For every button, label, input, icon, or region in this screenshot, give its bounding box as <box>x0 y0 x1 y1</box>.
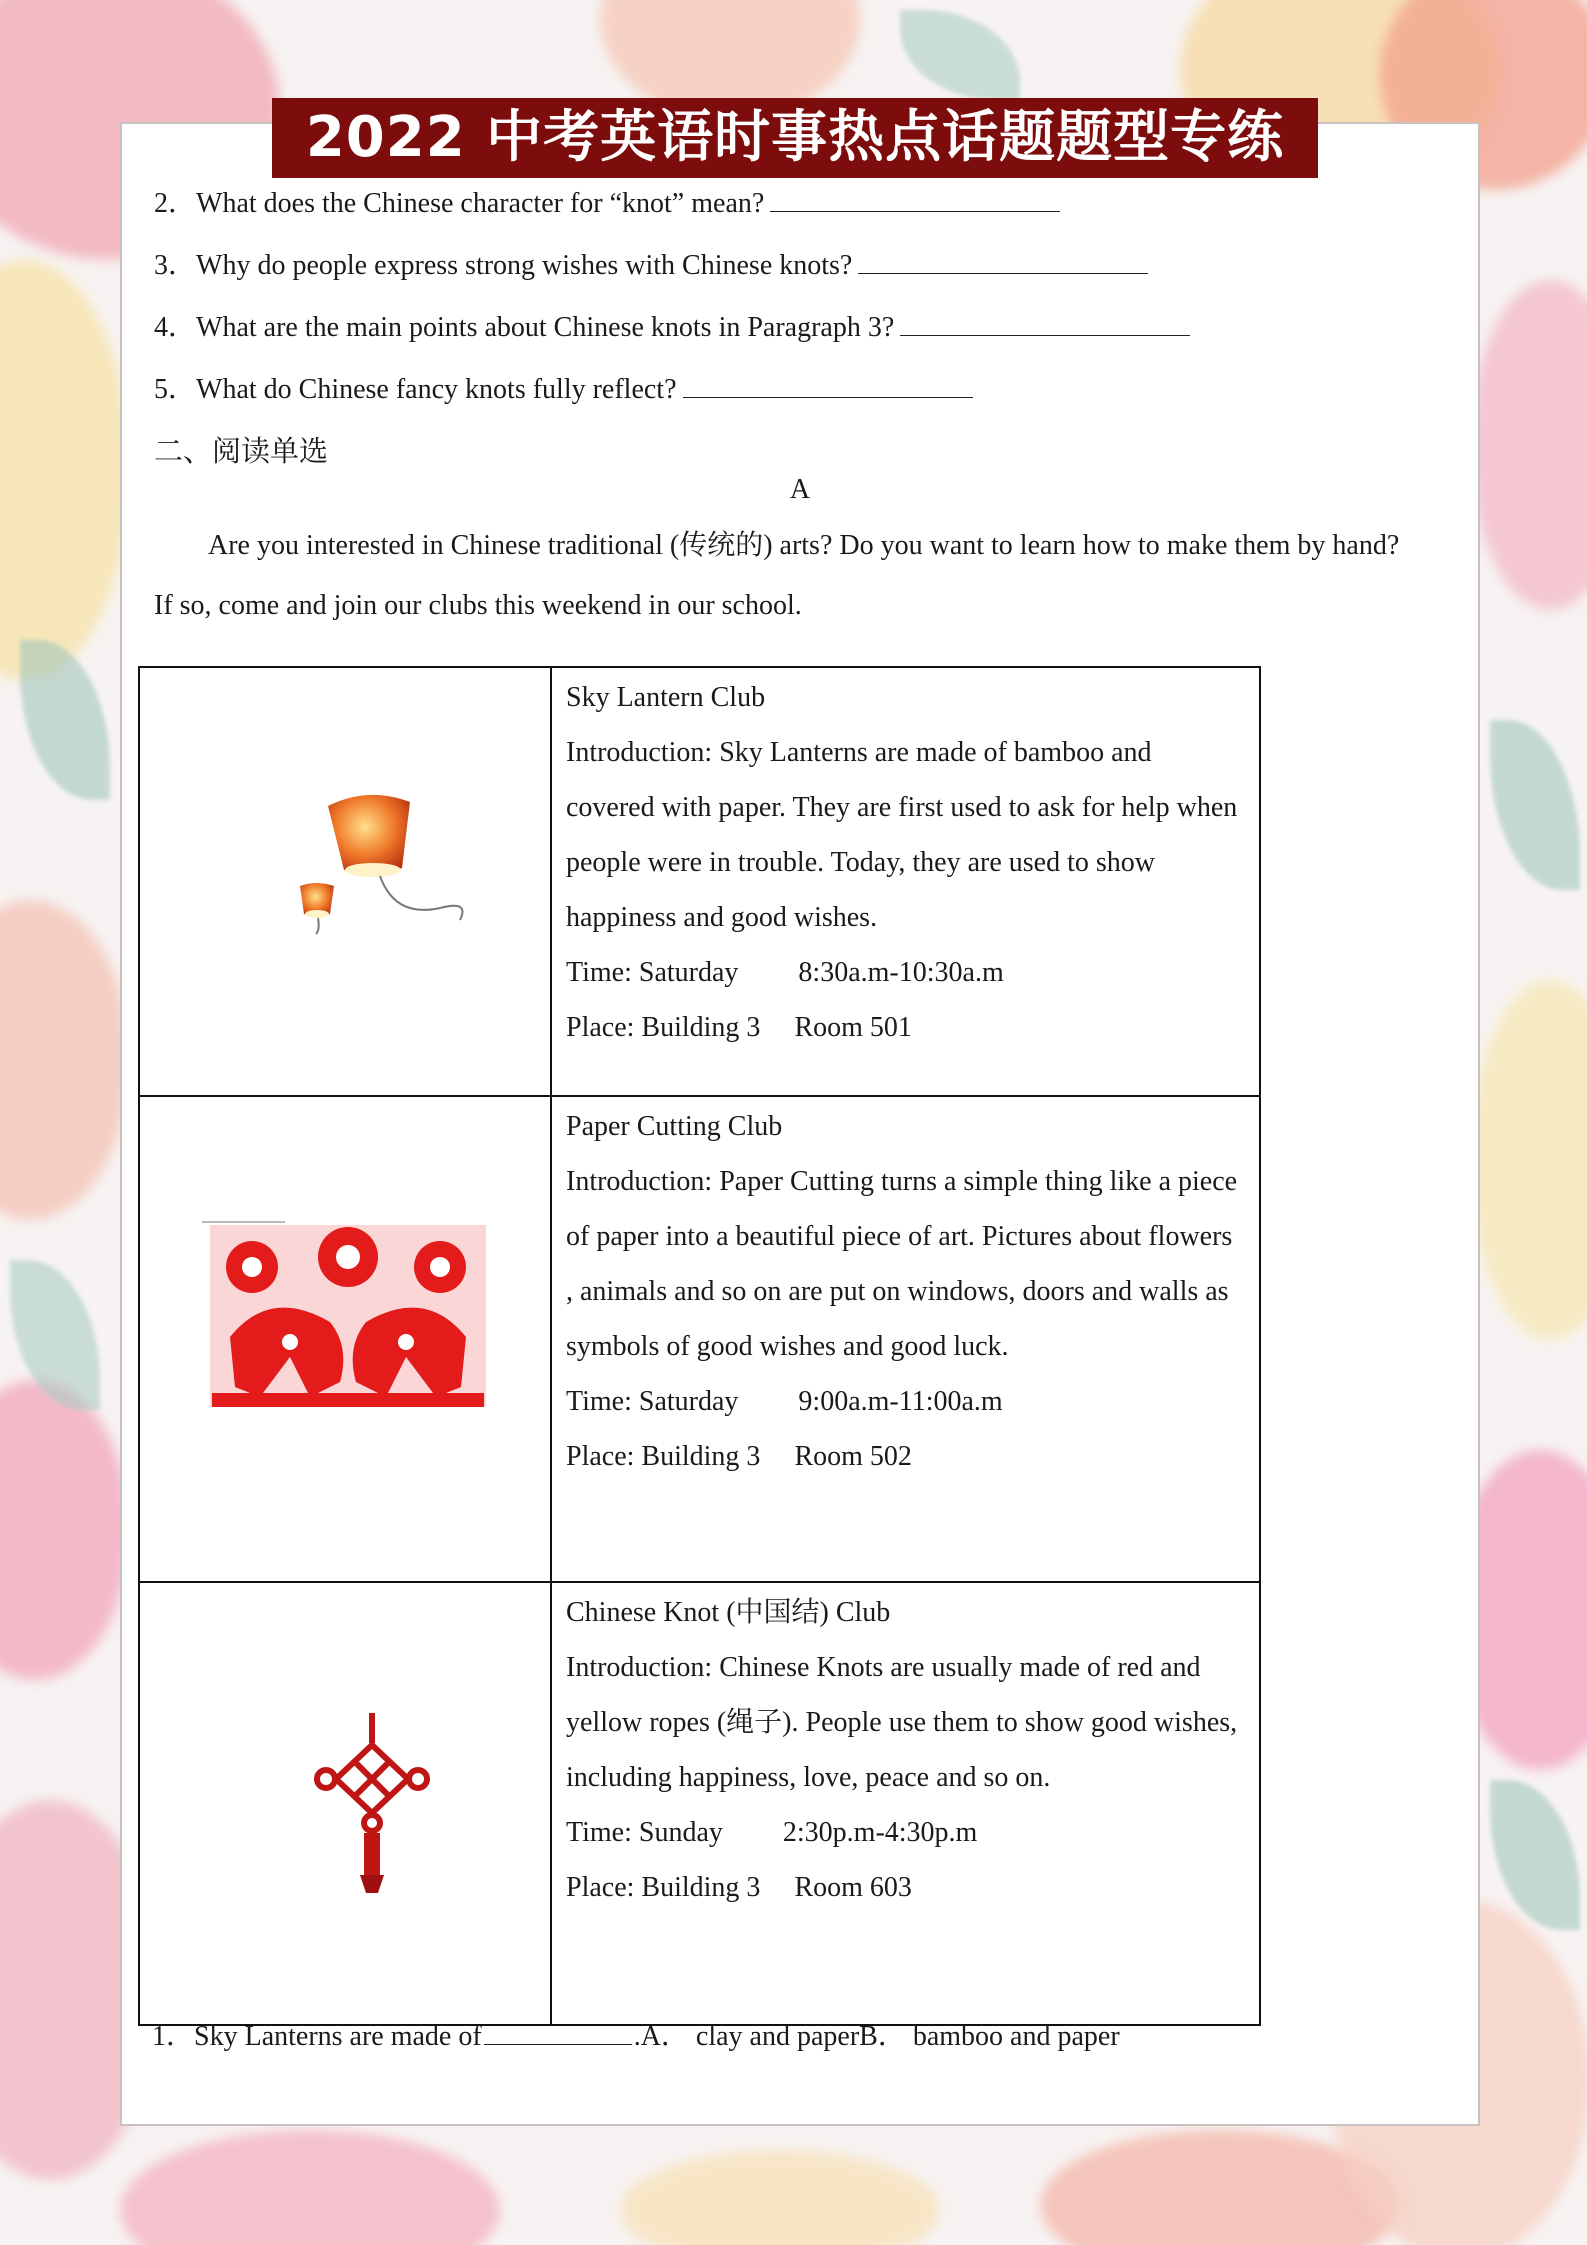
option-b[interactable]: B． bamboo and paper <box>859 2021 1120 2052</box>
club-description <box>551 1582 1260 2025</box>
place-label: Place: Building 3 <box>566 1872 761 1903</box>
option-a[interactable]: .A． clay and paper <box>633 2021 860 2052</box>
table-row <box>139 1096 1260 1582</box>
section-heading: 二、阅读单选 <box>154 434 329 468</box>
multiple-choice-question <box>152 2014 1120 2054</box>
table-row <box>139 667 1260 1096</box>
question-number: 3． <box>154 250 197 281</box>
place-label: Place: Building 3 <box>566 1441 761 1472</box>
image-cell <box>139 1582 551 2025</box>
place-value: Room 603 <box>794 1872 912 1903</box>
club-time <box>566 1805 1245 1860</box>
answer-blank[interactable] <box>900 313 1190 336</box>
chinese-knot-image <box>140 1583 550 2005</box>
passage-intro: Are you interested in Chinese traditional (传统的) arts? Do you want to learn how to make them by hand? If so, come and join our clubs this weekend in our school. <box>154 530 1400 621</box>
club-place <box>566 1860 1245 1915</box>
club-name: Chinese Knot (中国结) Club <box>566 1597 891 1628</box>
club-name: Sky Lantern Club <box>566 682 766 713</box>
image-cell <box>139 667 551 1096</box>
passage-label: A <box>789 474 811 505</box>
table-row <box>139 1582 1260 2025</box>
time-label: Time: Sunday <box>566 1817 723 1848</box>
worksheet-page <box>120 122 1480 2126</box>
question-item <box>154 184 1060 224</box>
club-description <box>551 1096 1260 1582</box>
club-introduction: Introduction: Chinese Knots are usually made of red and yellow ropes (绳子). People use them to show good wishes, including happiness, love, peace and so on. <box>566 1652 1238 1793</box>
question-stem: Sky Lanterns are made of <box>194 2021 482 2052</box>
question-item <box>154 370 973 410</box>
question-text: What does the Chinese character for “knot” mean? <box>196 188 765 219</box>
answer-blank[interactable] <box>683 375 973 398</box>
answer-blank[interactable] <box>858 251 1148 274</box>
question-number: 4． <box>154 312 197 343</box>
place-value: Room 502 <box>794 1441 912 1472</box>
place-value: Room 501 <box>794 1012 912 1043</box>
question-number: 5． <box>154 374 197 405</box>
club-name: Paper Cutting Club <box>566 1111 783 1142</box>
club-description <box>551 667 1260 1096</box>
question-item <box>154 246 1148 286</box>
question-text: Why do people express strong wishes with Chinese knots? <box>196 250 853 281</box>
time-label: Time: Saturday <box>566 957 739 988</box>
club-place <box>566 1000 1245 1055</box>
time-label: Time: Saturday <box>566 1386 739 1417</box>
question-text: What are the main points about Chinese knots in Paragraph 3? <box>196 312 895 343</box>
image-cell <box>139 1096 551 1582</box>
question-number: 2． <box>154 188 197 219</box>
question-text: What do Chinese fancy knots fully reflect? <box>196 374 677 405</box>
club-introduction: Introduction: Paper Cutting turns a simple thing like a piece of paper into a beautiful piece of art. Pictures about flowers , animals and so on are put on windows, doors and walls as symbols of good wishes and good luck. <box>566 1166 1238 1362</box>
club-time <box>566 1374 1245 1429</box>
time-value: 8:30a.m-10:30a.m <box>798 957 1004 988</box>
time-value: 9:00a.m-11:00a.m <box>798 1386 1003 1417</box>
paper-cutting-image <box>140 1097 550 1562</box>
answer-blank[interactable] <box>484 2022 632 2045</box>
answer-blank[interactable] <box>770 189 1060 212</box>
time-value: 2:30p.m-4:30p.m <box>782 1817 978 1848</box>
club-place <box>566 1429 1245 1484</box>
sky-lantern-image <box>140 668 550 1076</box>
question-item <box>154 308 1190 348</box>
page-title: 2022 中考英语时事热点话题题型专练 <box>272 98 1318 178</box>
clubs-table <box>138 666 1261 2026</box>
club-time <box>566 945 1245 1000</box>
question-number: 1． <box>152 2021 195 2052</box>
place-label: Place: Building 3 <box>566 1012 761 1043</box>
club-introduction: Introduction: Sky Lanterns are made of bamboo and covered with paper. They are first used to ask for help when people were in trouble. Today, they are used to show happiness and good wishes. <box>566 737 1238 933</box>
